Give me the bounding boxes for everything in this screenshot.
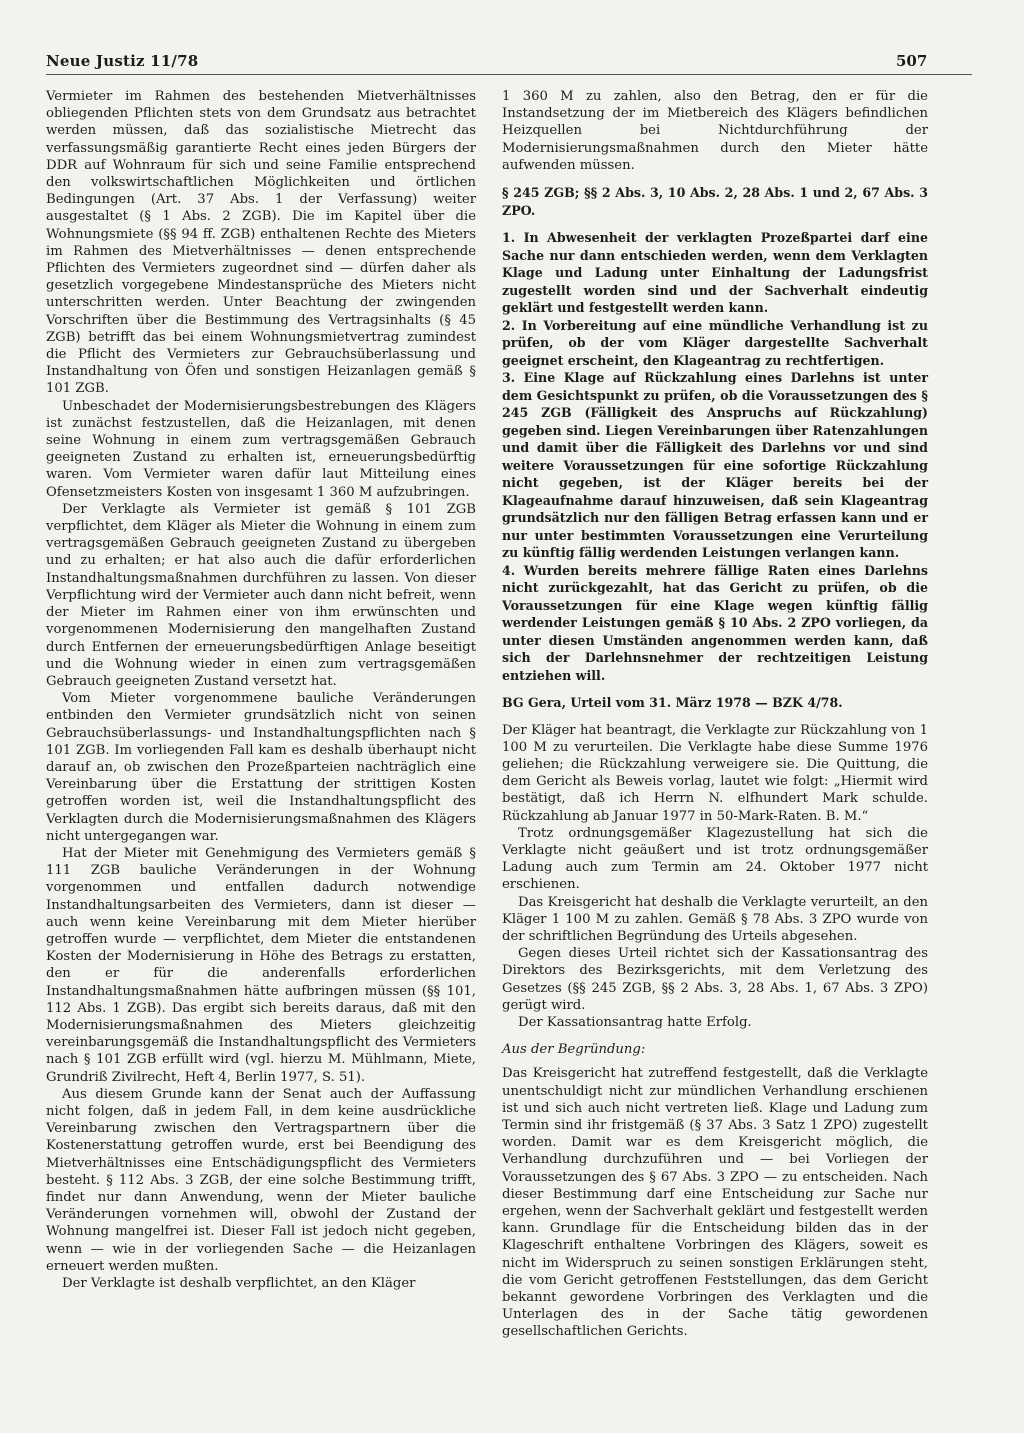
section-heading: Aus der Begründung: [502,1042,646,1058]
paragraph: Das Kreisgericht hat zutreffend festgestellt, daß die Verklagte unentschuldigt nicht zur mündlichen Verhandlung erschienen ist und sich auch nicht vertreten ließ. Klage und Ladung zum Termin sind ihr fristgemäß (§ 37 Abs. 3 Satz 1 ZPO) zugestellt worden. Damit war es dem Kreisgericht möglich, die Verhandlung durchzuführen und — bei Vorliegen der Voraussetzungen des § 67 Abs. 3 ZPO — zu entscheiden. Nach dieser Bestimmung darf eine Entscheidung zur Sache nur ergehen, wenn der Sachverhalt geklärt und festgestellt werden kann. Grundlage für die Entscheidung bilden das in der Klageschrift enthaltene Vorbringen des Klägers, soweit es nicht im Widerspruch zu seinen sonstigen Erklärungen steht, die vom Gericht getroffenen Feststellungen, das dem Gericht bekannt gewordene Vorbringen des Verklagten und die Unterlagen des in der Sache tätig gewordenen gesellschaftlichen Gerichts. [502,1066,928,1340]
paragraph: 1 360 M zu zahlen, also den Betrag, den er für die Instandsetzung der im Mietbereich des Klägers befindlichen Heizquellen bei Nichtdurchführung der Modernisierungsmaßnahmen durch den Mieter hätte aufwenden müssen. [502,89,928,173]
headnote: 1. In Abwesenheit der verklagten Prozeßpartei darf eine Sache nur dann entschieden werden, wenn dem Verklagten Klage und Ladung unter Einhaltung der Ladungsfrist zugestellt worden sind und der Sachverhalt eindeutig geklärt und festgestellt werden kann. [502,230,928,316]
paragraph: Unbeschadet der Modernisierungsbestrebungen des Klägers ist zunächst festzustellen, daß die Heizanlagen, mit denen seine Wohnung in einem zum vertragsgemäßen Gebrauch geeigneten Zustand zu erhalten ist, erneuerungsbedürftig waren. Vom Vermieter waren dafür laut Mitteilung eines Ofensetzmeisters Kosten von insgesamt 1 360 M aufzubringen. [46,398,476,500]
paragraph: Der Verklagte als Vermieter ist gemäß § 101 ZGB verpflichtet, dem Kläger als Mieter die Wohnung in einem zum vertragsgemäßen Gebrauch geeigneten Zustand zu übergeben und zu erhalten; er hat also auch die dafür erforderlichen Instandhaltungsmaßnahmen durchführen zu lassen. Von dieser Verpflichtung wird der Vermieter auch dann nicht befreit, wenn der Mieter im Rahmen einer von ihm erwünschten und vorgenommenen Modernisierung den mangelhaften Zustand durch Entfernen der erneuerungsbedürftigen Anlage beseitigt und die Wohnung wieder in einen zum vertragsgemäßen Gebrauch geeigneten Zustand versetzt hat. [46,501,476,689]
decision-reference: BG Gera, Urteil vom 31. März 1978 — BZK 4/78. [502,695,843,711]
header-rule [46,74,972,75]
paragraph: Gegen dieses Urteil richtet sich der Kassationsantrag des Direktors des Bezirksgerichts, mit dem Verletzung des Gesetzes (§§ 245 ZGB, §§ 2 Abs. 3, 28 Abs. 1, 67 Abs. 3 ZPO) gerügt wird. [502,946,928,1013]
headnote: 2. In Vorbereitung auf eine mündliche Verhandlung ist zu prüfen, ob der vom Kläger dargestellte Sachverhalt geeignet erscheint, den Klageantrag zu rechtfertigen. [502,317,928,368]
paragraph: Hat der Mieter mit Genehmigung des Vermieters gemäß § 111 ZGB bauliche Veränderungen in der Wohnung vorgenommen und entfallen dadurch notwendige Instandhaltungsarbeiten des Vermieters, dann ist dieser — auch wenn keine Vereinbarung mit dem Mieter hierüber getroffen wurde — verpflichtet, dem Mieter die entstandenen Kosten der Modernisierung in Höhe des Betrags zu erstatten, den er für die anderenfalls erforderlichen Instandhaltungsmaßnahmen hätte aufbringen müssen (§§ 101, 112 Abs. 1 ZGB). Das ergibt sich bereits daraus, daß mit den Modernisierungsmaßnahmen des Mieters gleichzeitig vereinbarungsgemäß die Instandhaltungspflicht des Vermieters nach § 101 ZGB erfüllt wird (vgl. hierzu M. Mühlmann, Miete, Grundriß Zivilrecht, Heft 4, Berlin 1977, S. 51). [46,845,476,1085]
paragraph: Vermieter im Rahmen des bestehenden Mietverhältnisses obliegenden Pflichten stets von dem Grundsatz aus betrachtet werden müssen, daß das sozialistische Mietrecht das verfassungsmäßig garantierte Recht eines jeden Bürgers der DDR auf Wohnraum für sich und seine Familie entsprechend den volkswirtschaftlichen Möglichkeiten und örtlichen Bedingungen (Art. 37 Abs. 1 der Verfassung) weiter ausgestaltet (§ 1 Abs. 2 ZGB). Die im Kapitel über die Wohnungsmiete (§§ 94 ff. ZGB) enthaltenen Rechte des Mieters im Rahmen des Mietverhältnisses — denen entsprechende Pflichten des Vermieters zugeordnet sind — dürfen daher als gesetzlich vorgegebene Mindestansprüche des Mieters nicht unterschritten werden. Unter Beachtung der zwingenden Vorschriften über die Bestimmung des Vertragsinhalts (§ 45 ZGB) betrifft das bei einem Wohnungsmietvertrag zumindest die Pflicht des Vermieters zur Gebrauchsüberlassung und Instandhaltung von Öfen und sonstigen Heizanlagen gemäß § 101 ZGB. [46,89,476,397]
paragraph: Der Kassationsantrag hatte Erfolg. [518,1014,752,1030]
paragraph: Trotz ordnungsgemäßer Klagezustellung hat sich die Verklagte nicht geäußert und ist trotz ordnungsgemäßer Ladung auch zum Termin am 24. Oktober 1977 nicht erschienen. [502,825,928,893]
legal-citation: § 245 ZGB; §§ 2 Abs. 3, 10 Abs. 2, 28 Abs. 1 und 2, 67 Abs. 3 ZPO. [502,185,928,218]
paragraph: Der Kläger hat beantragt, die Verklagte zur Rückzahlung von 1 100 M zu verurteilen. Die Verklagte habe diese Summe 1976 geliehen; die Rückzahlung verweigere sie. Die Quittung, die dem Gericht als Beweis vorlag, lautet wie folgt: „Hiermit wird bestätigt, daß ich Herrn N. elfhundert Mark schulde. Rückzahlung ab Januar 1977 in 50-Mark-Raten. B. M.“ [502,722,928,824]
page-number: 507 [896,52,928,70]
left-column [46,88,476,1292]
headnote: 3. Eine Klage auf Rückzahlung eines Darlehns ist unter dem Gesichtspunkt zu prüfen, ob die Voraussetzungen des § 245 ZGB (Fälligkeit des Anspruchs auf Rückzahlung) gegeben sind. Liegen Vereinbarungen über Ratenzahlungen und damit über die Fälligkeit des Darlehns vor und sind weitere Voraussetzungen für eine sofortige Rückzahlung nicht gegeben, ist der Kläger bereits bei der Klageaufnahme darauf hinzuweisen, daß sein Klageantrag grundsätzlich nur den fälligen Betrag erfassen kann und er nur unter bestimmten Voraussetzungen eine Verurteilung zu künftig fällig werdenden Leistungen verlangen kann. [502,370,928,561]
headnote: 4. Wurden bereits mehrere fällige Raten eines Darlehns nicht zurückgezahlt, hat das Gericht zu prüfen, ob die Voraussetzungen für eine Klage wegen künftig fällig werdender Leistungen gemäß § 10 Abs. 2 ZPO vorliegen, da unter diesen Umständen angenommen werden kann, daß sich der Darlehnsnehmer der rechtzeitigen Leistung entziehen will. [502,562,928,683]
paragraph: Das Kreisgericht hat deshalb die Verklagte verurteilt, an den Kläger 1 100 M zu zahlen. Gemäß § 78 Abs. 3 ZPO wurde von der schriftlichen Begründung des Urteils abgesehen. [502,894,928,944]
right-column [502,88,928,1341]
paragraph: Aus diesem Grunde kann der Senat auch der Auffassung nicht folgen, daß in jedem Fall, in dem keine ausdrückliche Vereinbarung zwischen den Vertragspartnern über die Kostenerstattung getroffen wurde, erst bei Beendigung des Mietverhältnisses eine Entschädigungspflicht des Vermieters besteht. § 112 Abs. 3 ZGB, der eine solche Bestimmung trifft, findet nur dann Anwendung, wenn der Mieter bauliche Veränderungen vornehmen will, obwohl der Zustand der Wohnung mangelfrei ist. Dieser Fall ist jedoch nicht gegeben, wenn — wie in der vorliegenden Sache — die Heizanlagen erneuert werden mußten. [46,1086,476,1274]
paragraph: Der Verklagte ist deshalb verpflichtet, an den Kläger [62,1276,416,1292]
journal-title: Neue Justiz 11/78 [46,52,199,70]
paragraph: Vom Mieter vorgenommene bauliche Veränderungen entbinden den Vermieter grundsätzlich nicht von seinen Gebrauchsüberlassungs- und Instandhaltungspflichten nach § 101 ZGB. Im vorliegenden Fall kam es deshalb überhaupt nicht darauf an, ob zwischen den Prozeßparteien nachträglich eine Vereinbarung über die Erstattung der strittigen Kosten getroffen worden ist, weil die Instandhaltungspflicht des Verklagten durch die Modernisierungsmaßnahmen des Klägers nicht untergegangen war. [46,691,476,844]
